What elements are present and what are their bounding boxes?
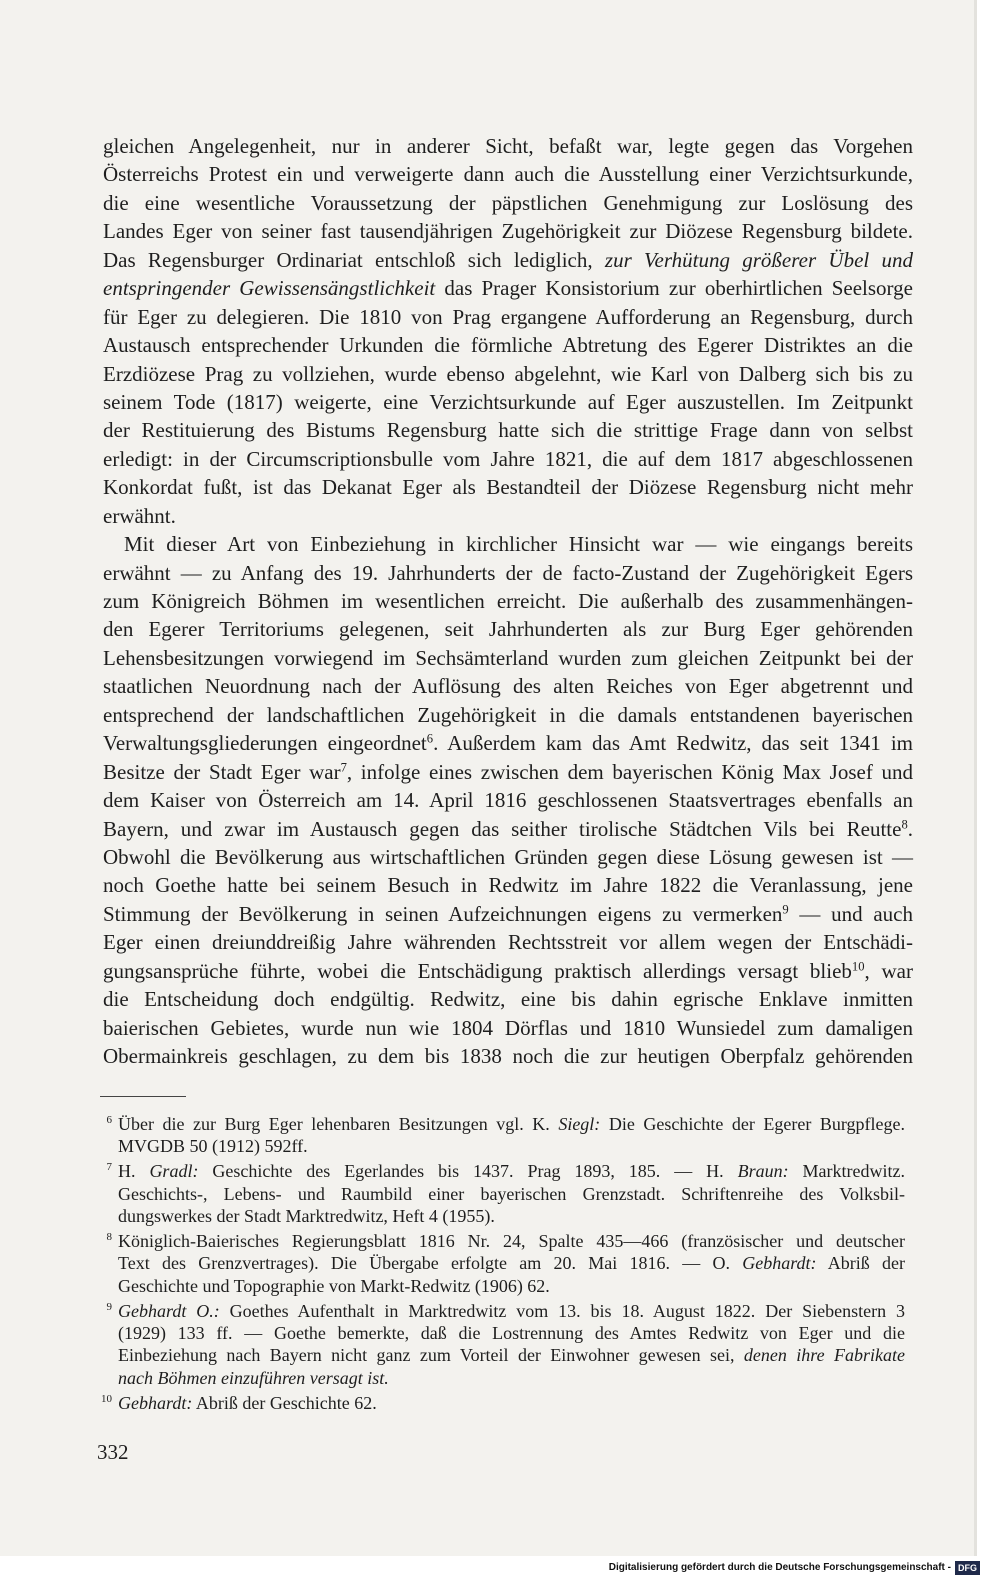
text-line (103, 701, 913, 729)
italic-text: nach Böhmen einzuführen versagt ist. (118, 1367, 389, 1388)
text-line (103, 132, 913, 160)
footnote (96, 1230, 905, 1297)
text-line (103, 189, 913, 217)
footnotes (96, 1113, 905, 1417)
text-run: Mit dieser Art von Einbeziehung in kirchlicher Hinsicht war — wie eingangs bereits (124, 532, 913, 557)
digitization-credit (0, 1559, 1000, 1577)
text-run: Text des Grenzvertrages). Die Übergabe erfolgte am 20. Mai 1816. — O. (118, 1253, 743, 1274)
footnote-separator (100, 1096, 186, 1097)
text-run: dungswerkes der Stadt Marktredwitz, Heft 4 (1955). (118, 1206, 495, 1227)
text-line (103, 587, 913, 615)
text-line (103, 530, 913, 558)
text-run: staatlichen Neuordnung nach der Auflösung des alten Reiches von Eger abgetrennt und (103, 674, 913, 699)
text-run: Stimmung der Bevölkerung in seinen Aufzeichnungen eigens zu vermerken (103, 901, 783, 926)
text-run: zum Königreich Böhmen im wesentlichen erreicht. Die außerhalb des zusammenhängen- (103, 589, 913, 613)
italic-text: zur Verhütung größerer Übel und (604, 247, 913, 272)
footnote (96, 1113, 905, 1158)
footnote-line (118, 1275, 905, 1297)
text-run: Goethes Aufenthalt in Marktredwitz vom 13. bis 18. August 1822. Der Siebenstern 3 (219, 1300, 905, 1321)
text-run: Bayern, und zwar im Austausch gegen das seither tirolische Städtchen Vils bei Reutte (103, 816, 902, 841)
footnote-line (118, 1300, 905, 1322)
text-run: erledigt: in der Circumscriptionsbulle vom Jahre 1821, die auf dem 1817 abgeschlossenen (103, 446, 913, 471)
footnote-line (118, 1392, 905, 1414)
text-line (103, 843, 913, 871)
text-line (103, 217, 913, 245)
footnote-line (118, 1135, 905, 1157)
text-line (103, 559, 913, 587)
text-run: . Außerdem kam das Amt Redwitz, das seit 1341 im (433, 731, 913, 756)
text-run: H. (118, 1161, 150, 1182)
text-run: erwähnt. (103, 503, 176, 528)
text-line (103, 303, 913, 331)
italic-text: Gebhardt: (118, 1392, 193, 1413)
text-run: — und auch (788, 901, 913, 926)
credit-text: Digitalisierung gefördert durch die Deutsche Forschungsgemeinschaft - (608, 1562, 951, 1573)
italic-text: Braun: (737, 1161, 789, 1182)
italic-text: Gebhardt: (742, 1253, 817, 1274)
text-run: der Restituierung des Bistums Regensburg hatte sich die strittige Frage dann von selbst (103, 418, 913, 443)
text-run: , war (864, 958, 913, 983)
text-line (103, 502, 913, 530)
text-line (103, 871, 913, 899)
text-line (103, 1014, 913, 1042)
footnote-marker: 6 (426, 731, 434, 746)
text-run: gleichen Angelegenheit, nur in anderer Sicht, befaßt war, legte gegen das Vorgehen (103, 134, 913, 158)
text-run: noch Goethe hatte bei seinem Besuch in Redwitz im Jahre 1822 die Veranlassung, jene (103, 873, 913, 898)
footnote-line (118, 1113, 905, 1135)
text-line (103, 672, 913, 700)
dfg-logo: DFG (955, 1561, 980, 1575)
text-line (103, 445, 913, 473)
text-line (103, 360, 913, 388)
text-line (103, 246, 913, 274)
footnote-marker: 8 (901, 816, 908, 831)
text-run: Königlich-Baierisches Regierungsblatt 1816 Nr. 24, Spalte 435—466 (französischer und deutscher (118, 1230, 905, 1251)
footnote-line (118, 1344, 905, 1366)
page-number: 332 (97, 1440, 129, 1464)
italic-text: Gebhardt O.: (118, 1300, 220, 1321)
text-line (103, 615, 913, 643)
text-line (103, 985, 913, 1013)
footnote-number: 6 (106, 1114, 112, 1126)
text-run: dem Kaiser von Österreich am 14. April 1816 geschlossenen Staatsvertrages ebenfalls an (103, 788, 913, 813)
text-run: Über die zur Burg Eger lehenbaren Besitzungen vgl. K. (118, 1114, 559, 1134)
text-line (103, 786, 913, 814)
text-run: (1929) 133 ff. — Goethe bemerkte, daß die Lostrennung des Amtes Redwitz von Eger und die (118, 1323, 905, 1344)
footnote-marker: 7 (340, 760, 347, 775)
text-line (103, 928, 913, 956)
text-run: Obwohl die Bevölkerung aus wirtschaftlichen Gründen gegen diese Lösung gewesen ist — (103, 844, 913, 869)
text-run: Verwaltungsgliederungen eingeordnet (103, 731, 427, 756)
main-text (103, 132, 913, 1070)
text-run: Konkordat fußt, ist das Dekanat Eger als Bestandteil der Diözese Regensburg nicht mehr (103, 475, 913, 500)
paragraph (103, 132, 913, 530)
text-run: Österreichs Protest ein und verweigerte dann auch die Ausstellung einer Verzichtsurkunde, (103, 162, 913, 187)
text-run: Abriß der Geschichte 62. (192, 1392, 377, 1413)
footnote-marker: 10 (851, 959, 865, 974)
footnote (96, 1392, 905, 1414)
text-run: die Entscheidung doch endgültig. Redwitz, eine bis dahin egrische Enklave inmitten (103, 987, 913, 1012)
text-run: Obermainkreis geschlagen, zu dem bis 1838 noch die zur heutigen Oberpfalz gehörenden (103, 1044, 913, 1068)
footnote-line (118, 1252, 905, 1274)
italic-text: entspringender Gewissensängstlichkeit (103, 276, 436, 301)
footnote (96, 1300, 905, 1390)
paragraph (103, 530, 913, 1070)
text-line (103, 758, 913, 786)
text-run: baierischen Gebietes, wurde nun wie 1804 Dörflas und 1810 Wunsiedel zum damaligen (103, 1015, 913, 1040)
text-line (103, 388, 913, 416)
footnote-number: 7 (106, 1161, 112, 1174)
text-run: , infolge eines zwischen dem bayerischen König Max Josef und (346, 759, 914, 784)
text-run: gungsansprüche führte, wobei die Entschädigung praktisch allerdings versagt blieb (103, 958, 852, 983)
footnote-number: 10 (101, 1392, 112, 1405)
text-run: Einbeziehung nach Bayern nicht ganz zum Vorteil der Einwohner gewesen sei, (118, 1345, 744, 1366)
text-run: Die Geschichte der Egerer Burgpflege. (600, 1114, 906, 1134)
text-line (103, 331, 913, 359)
text-line (103, 815, 913, 843)
text-run: Besitze der Stadt Eger war (103, 759, 341, 784)
text-run: Geschichte und Topographie von Markt-Redwitz (1906) 62. (118, 1275, 550, 1296)
italic-text: Gradl: (149, 1161, 199, 1182)
text-run: Geschichts-, Lebens- und Raumbild einer bayerischen Grenzstadt. Schriftenreihe des Volksbil- (118, 1183, 905, 1204)
footnote-line (118, 1322, 905, 1344)
footnote-line (118, 1230, 905, 1252)
text-run: MVGDB 50 (1912) 592ff. (118, 1136, 308, 1157)
text-run: Das Regensburger Ordinariat entschloß sich lediglich, (103, 247, 605, 272)
footnote-line (118, 1367, 905, 1389)
text-run: . (907, 816, 913, 841)
footnote-line (118, 1183, 905, 1205)
text-line (103, 160, 913, 188)
text-line (103, 644, 913, 672)
footnote-line (118, 1160, 905, 1182)
text-run: Eger einen dreiunddreißig Jahre währenden Rechtsstreit vor allem wegen der Entschädi- (103, 930, 913, 955)
text-line (103, 473, 913, 501)
text-run: seinem Tode (1817) weigerte, eine Verzichtsurkunde auf Eger auszustellen. Im Zeitpunkt (103, 389, 913, 414)
italic-text: Siegl: (558, 1114, 601, 1134)
text-run: entsprechend der landschaftlichen Zugehörigkeit in die damals entstandenen bayerischen (103, 702, 913, 727)
text-run: für Eger zu delegieren. Die 1810 von Prag ergangene Aufforderung an Regensburg, durch (103, 304, 913, 329)
text-line (103, 957, 913, 985)
footnote-number: 9 (106, 1300, 112, 1313)
italic-text: denen ihre Fabrikate (743, 1345, 905, 1366)
text-run: Lehensbesitzungen vorwiegend im Sechsämterland wurden zum gleichen Zeitpunkt bei der (103, 645, 913, 670)
text-run: Geschichte des Egerlandes bis 1437. Prag 1893, 185. — H. (198, 1161, 738, 1182)
text-run: erwähnt — zu Anfang des 19. Jahrhunderts der de facto-Zustand der Zugehörigkeit Egers (103, 560, 913, 585)
footnote-number: 8 (106, 1230, 112, 1243)
text-line (103, 900, 913, 928)
text-run: Austausch entsprechender Urkunden die förmliche Abtretung des Egerer Distriktes an die (103, 333, 913, 358)
text-run: das Prager Konsistorium zur oberhirtlichen Seelsorge (435, 276, 913, 301)
footnote (96, 1160, 905, 1227)
text-run: Marktredwitz. (788, 1161, 906, 1182)
footnote-line (118, 1205, 905, 1227)
text-run: die eine wesentliche Voraussetzung der päpstlichen Genehmigung zur Loslösung des (103, 190, 913, 215)
footnote-marker: 9 (782, 902, 789, 917)
text-line (103, 729, 913, 757)
text-run: Erzdiözese Prag zu vollziehen, wurde ebenso abgelehnt, wie Karl von Dalberg sich bis zu (103, 361, 913, 386)
text-run: Abriß der (816, 1253, 906, 1274)
text-run: den Egerer Territoriums gelegenen, seit Jahrhunderten als zur Burg Eger gehörenden (103, 617, 913, 642)
text-line (103, 1042, 913, 1070)
text-line (103, 416, 913, 444)
text-run: Landes Eger von seiner fast tausendjährigen Zugehörigkeit zur Diözese Regensburg bildete. (103, 219, 913, 244)
text-line (103, 274, 913, 302)
